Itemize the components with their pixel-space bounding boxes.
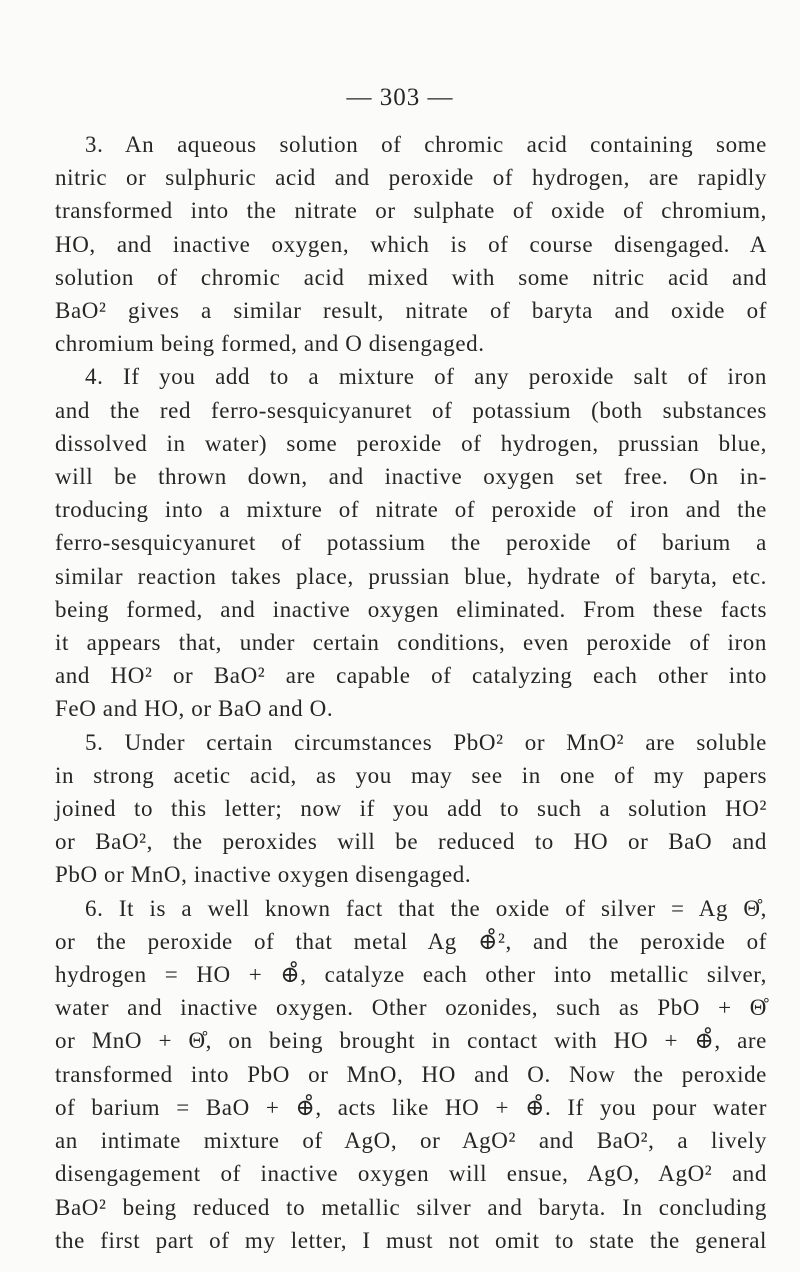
text-line: hydrogen = HO + ⊕̊, catalyze each other into metallic silver, (55, 962, 767, 988)
text-line: an intimate mixture of AgO, or AgO² and BaO², a lively (55, 1128, 767, 1154)
text-line: or MnO + Θ̊, on being brought in contact with HO + ⊕̊, are (55, 1028, 767, 1054)
text-line: 6. It is a well known fact that the oxide of silver = Ag Θ̊, (85, 895, 767, 921)
text-line: and the red ferro-sesquicyanuret of potassium (both substances (55, 397, 767, 423)
text-line: troducing into a mixture of nitrate of peroxide of iron and the (55, 497, 767, 523)
text-line: 5. Under certain circumstances PbO² or MnO² are soluble (85, 729, 767, 755)
text-line: 3. An aqueous solution of chromic acid containing some (85, 132, 767, 157)
text-line: BaO² gives a similar result, nitrate of baryta and oxide of (55, 298, 767, 324)
text-line: ferro-sesquicyanuret of potassium the peroxide of barium a (55, 530, 767, 556)
text-line: similar reaction takes place, prussian blue, hydrate of baryta, etc. (55, 563, 767, 589)
text-line: or the peroxide of that metal Ag ⊕̊², and the peroxide of (55, 928, 767, 954)
text-line: or BaO², the peroxides will be reduced to HO or BaO and (55, 829, 767, 855)
text-line: and HO² or BaO² are capable of catalyzing each other into (55, 663, 767, 689)
text-line: of barium = BaO + ⊕̊, acts like HO + ⊕̊. If you pour water (55, 1094, 767, 1120)
text-line: BaO² being reduced to metallic silver and baryta. In concluding (55, 1194, 767, 1220)
text-line: will be thrown down, and inactive oxygen set free. On in- (55, 464, 767, 490)
text-line: transformed into PbO or MnO, HO and O. Now the peroxide (55, 1061, 767, 1087)
text-line: being formed, and inactive oxygen eliminated. From these facts (55, 596, 767, 622)
text-line: nitric or sulphuric acid and peroxide of hydrogen, are rapidly (55, 165, 767, 191)
text-line: the first part of my letter, I must not omit to state the general (55, 1227, 767, 1253)
text-line: dissolved in water) some peroxide of hydrogen, prussian blue, (55, 430, 767, 456)
text-line: joined to this letter; now if you add to such a solution HO² (55, 796, 767, 822)
text-line: HO, and inactive oxygen, which is of course disengaged. A (55, 231, 767, 257)
text-line: PbO or MnO, inactive oxygen disengaged. (55, 862, 472, 888)
text-line: it appears that, under certain conditions, even peroxide of iron (55, 630, 767, 656)
text-line: disengagement of inactive oxygen will ensue, AgO, AgO² and (55, 1161, 767, 1187)
text-line: transformed into the nitrate or sulphate of oxide of chromium, (55, 198, 767, 224)
text-line: solution of chromic acid mixed with some nitric acid and (55, 264, 767, 290)
body-text (55, 128, 767, 1257)
text-line: 4. If you add to a mixture of any peroxide salt of iron (85, 364, 767, 390)
text-line: water and inactive oxygen. Other ozonides, such as PbO + Θ̊ (55, 995, 767, 1021)
page-number: — 303 — (346, 84, 454, 111)
text-line: in strong acetic acid, as you may see in one of my papers (55, 762, 767, 788)
text-line: FeO and HO, or BaO and O. (55, 696, 334, 722)
text-line: chromium being formed, and O disengaged. (55, 331, 485, 357)
